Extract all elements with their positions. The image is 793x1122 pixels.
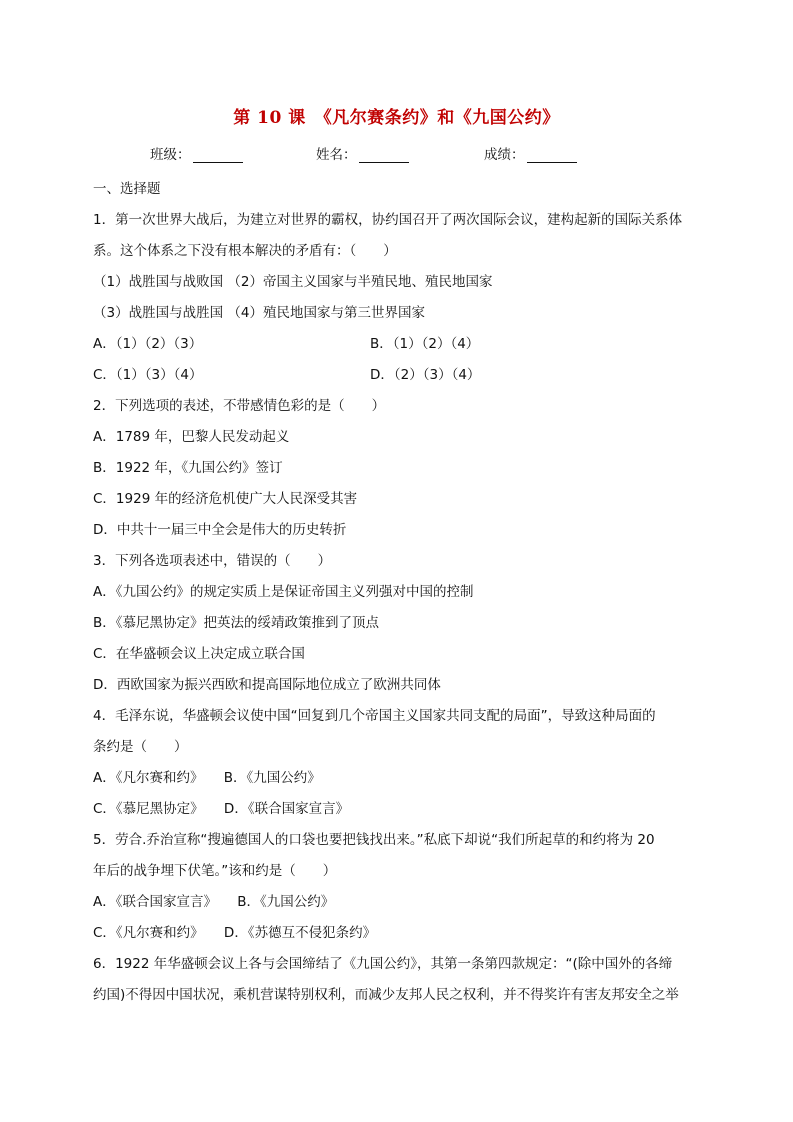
q1-option-a: A．（1）（2）（3） [93,336,203,352]
q1-stem-line1: 1．第一次世界大战后，为建立对世界的霸权，协约国召开了两次国际会议，建构起新的国际关系体 [93,212,683,228]
q4-options-cd: C．《慕尼黑协定》 D．《联合国家宣言》 [93,801,350,817]
q5-stem-line1: 5．劳合.乔治宣称“搜遍德国人的口袋也要把钱找出来。”私底下却说“我们所起草的和约将为 20 [93,832,655,848]
q4-stem-line1: 4．毛泽东说，华盛顿会议使中国“回复到几个帝国主义国家共同支配的局面”，导致这种局面的 [93,708,656,724]
q2-option-b: B．1922 年，《九国公约》签订 [93,460,283,476]
q5-stem-line2: 年后的战争埋下伏笔。”该和约是（ ） [93,863,337,879]
section-heading: 一、选择题 [93,181,161,197]
q2-option-c: C．1929 年的经济危机使广大人民深受其害 [93,491,358,507]
q3-option-c: C．在华盛顿会议上决定成立联合国 [93,646,305,662]
question-list [93,174,703,1011]
q3-option-a: A．《九国公约》的规定实质上是保证帝国主义列强对中国的控制 [93,584,474,600]
q3-option-b: B．《慕尼黑协定》把英法的绥靖政策推到了顶点 [93,615,380,631]
page-title: 第 10 课 《凡尔赛条约》和《九国公约》 [233,108,560,128]
name-blank [359,148,409,163]
score-field [484,143,577,163]
class-blank [193,148,243,163]
score-label: 成绩： [484,147,525,163]
score-blank [527,148,577,163]
q4-stem-line2: 条约是（ ） [93,739,188,755]
q1-option-b: B．（1）（2）（4） [370,336,480,352]
q2-stem: 2．下列选项的表述，不带感情色彩的是（ ） [93,398,386,414]
q1-option-c: C．（1）（3）（4） [93,367,203,383]
q2-option-a: A．1789 年，巴黎人民发动起义 [93,429,290,445]
q1-options-ab [93,329,703,360]
q3-stem: 3．下列各选项表述中，错误的（ ） [93,553,332,569]
q1-stem-line2: 系。这个体系之下没有根本解决的矛盾有：（ ） [93,243,397,259]
name-label: 姓名： [316,147,357,163]
q4-options-ab: A．《凡尔赛和约》 B．《九国公约》 [93,770,321,786]
q5-options-ab: A．《联合国家宣言》 B．《九国公约》 [93,894,335,910]
class-label: 班级： [150,147,191,163]
q3-option-d: D．西欧国家为振兴西欧和提高国际地位成立了欧洲共同体 [93,677,441,693]
q1-option-d: D．（2）（3）（4） [370,367,481,383]
q6-stem-line2: 约国)不得因中国状况，乘机营谋特别权利，而减少友邦人民之权利，并不得奖许有害友邦安全之举 [93,987,679,1003]
q5-options-cd: C．《凡尔赛和约》 D．《苏德互不侵犯条约》 [93,925,377,941]
q1-item-line2: （3）战胜国与战胜国 （4）殖民地国家与第三世界国家 [93,305,425,321]
q6-stem-line1: 6．1922 年华盛顿会议上各与会国缔结了《九国公约》，其第一条第四款规定：“(除中国外的各缔 [93,956,673,972]
q1-item-line1: （1）战胜国与战败国 （2）帝国主义国家与半殖民地、殖民地国家 [93,274,493,290]
q2-option-d: D．中共十一届三中全会是伟大的历史转折 [93,522,347,538]
name-field [316,143,409,163]
q1-options-cd [93,360,703,391]
class-field [150,143,243,163]
